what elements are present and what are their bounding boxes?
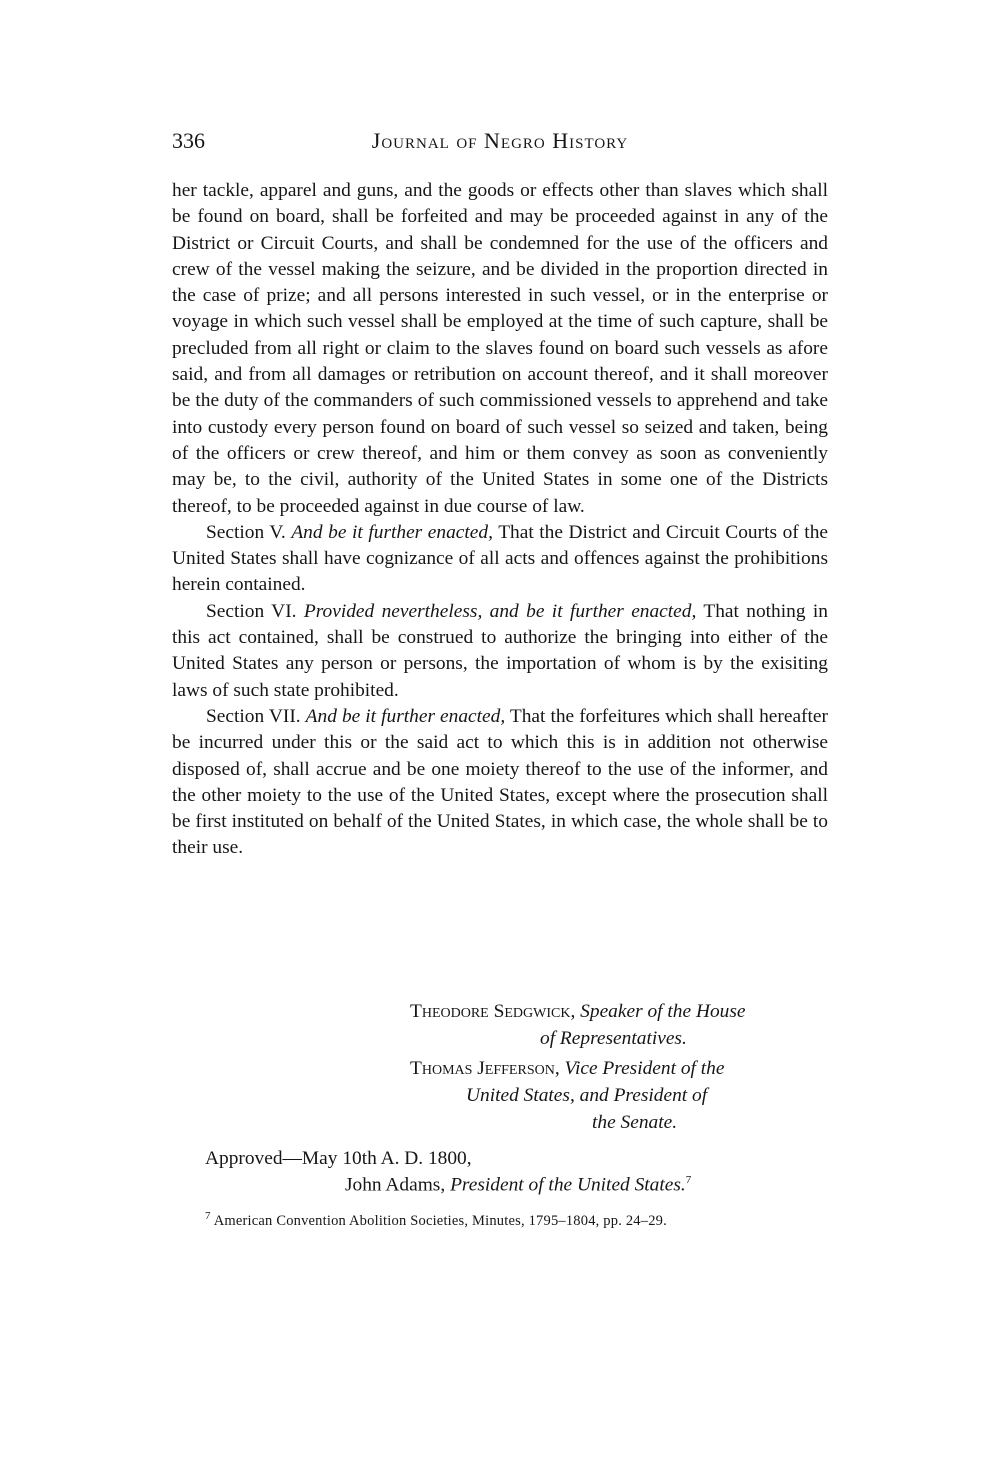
body-text <box>172 178 828 862</box>
paragraph-continuation: her tackle, apparel and guns, and the goods or effects other than slaves which shall be found on board, shall be forfeited and may be proceeded against in any of the District or Circuit Courts, and shall be condemned for the use of the officers and crew of the vessel making the seizure, and be divided in the proportion directed in the case of prize; and all persons interested in such vessel, or in the enterprise or voyage in which such vessel shall be employed at the time of such capture, shall be precluded from all right or claim to the slaves found on board such vessels as afore said, and from all damages or retribution on account thereof, and it shall moreover be the duty of the commanders of such commissioned vessels to apprehend and take into custody every person found on board of such vessel so seized and taken, being of the officers or crew thereof, and him or them convey as soon as conveniently may be, to the civil, authority of the United States in some one of the Districts thereof, to be proceeded against in due course of law. <box>172 180 828 517</box>
running-head: Journal of Negro History <box>371 128 629 153</box>
footnote-text: American Convention Abolition Societies, Minutes, 1795–1804, pp. 24–29. <box>213 1212 667 1229</box>
section-text: That the District and Circuit Courts of the United States shall have cognizance of all acts and offences against the prohibitions herein contained. <box>172 521 829 596</box>
speaker-title: Speaker of the House <box>580 1001 746 1022</box>
section-text: That nothing in this act contained, shall be construed to authorize the bringing into either of the United States any person or persons, the importation of whom is by the exisiting laws of such state prohibited. <box>172 600 828 701</box>
vp-signature-line-1 <box>410 1055 724 1083</box>
section-vii <box>172 704 828 862</box>
vp-title: Vice President of the <box>564 1058 725 1079</box>
vp-name: Thomas Jefferson, <box>410 1058 560 1079</box>
section-v <box>172 520 828 599</box>
vp-signature-line-3 <box>592 1109 677 1137</box>
page-header <box>172 128 828 158</box>
approval-line: Approved—May 10th A. D. 1800, <box>205 1148 472 1169</box>
vp-signature-line-2 <box>466 1082 707 1110</box>
page-number: 336 <box>172 128 205 153</box>
section-vi <box>172 599 828 704</box>
enacting-clause: Provided nevertheless, and be it further enacted, <box>303 600 697 622</box>
president-signature <box>345 1174 691 1196</box>
enacting-clause: And be it further enacted, <box>291 521 493 543</box>
vp-title-continued: United States, and President of <box>466 1085 708 1106</box>
section-label: Section VI. <box>206 600 297 622</box>
speaker-signature-line-1 <box>410 998 746 1026</box>
vp-title-end: the Senate. <box>592 1112 678 1133</box>
enacting-clause: And be it further enacted, <box>305 705 506 727</box>
section-label: Section V. <box>206 521 286 543</box>
president-name: John Adams, <box>345 1174 446 1196</box>
footnote-marker: 7 <box>205 1210 211 1222</box>
speaker-name: Theodore Sedgwick, <box>410 1001 576 1022</box>
president-title: President of the United States. <box>450 1174 686 1196</box>
speaker-signature-line-2 <box>540 1025 687 1053</box>
speaker-title-continued: of Representatives. <box>540 1028 687 1049</box>
footnote-reference: 7 <box>685 1174 692 1186</box>
section-text: That the forfeitures which shall hereafter be incurred under this or the said act to which this is in addition not otherwise disposed of, shall accrue and be one moiety thereof to the use of the informer, and the other moiety to the use of the United States, except where the prosecution shall be first instituted on behalf of the United States, in which case, the whole shall be to their use. <box>172 705 828 859</box>
section-label: Section VII. <box>206 705 301 727</box>
footnote <box>205 1210 667 1230</box>
